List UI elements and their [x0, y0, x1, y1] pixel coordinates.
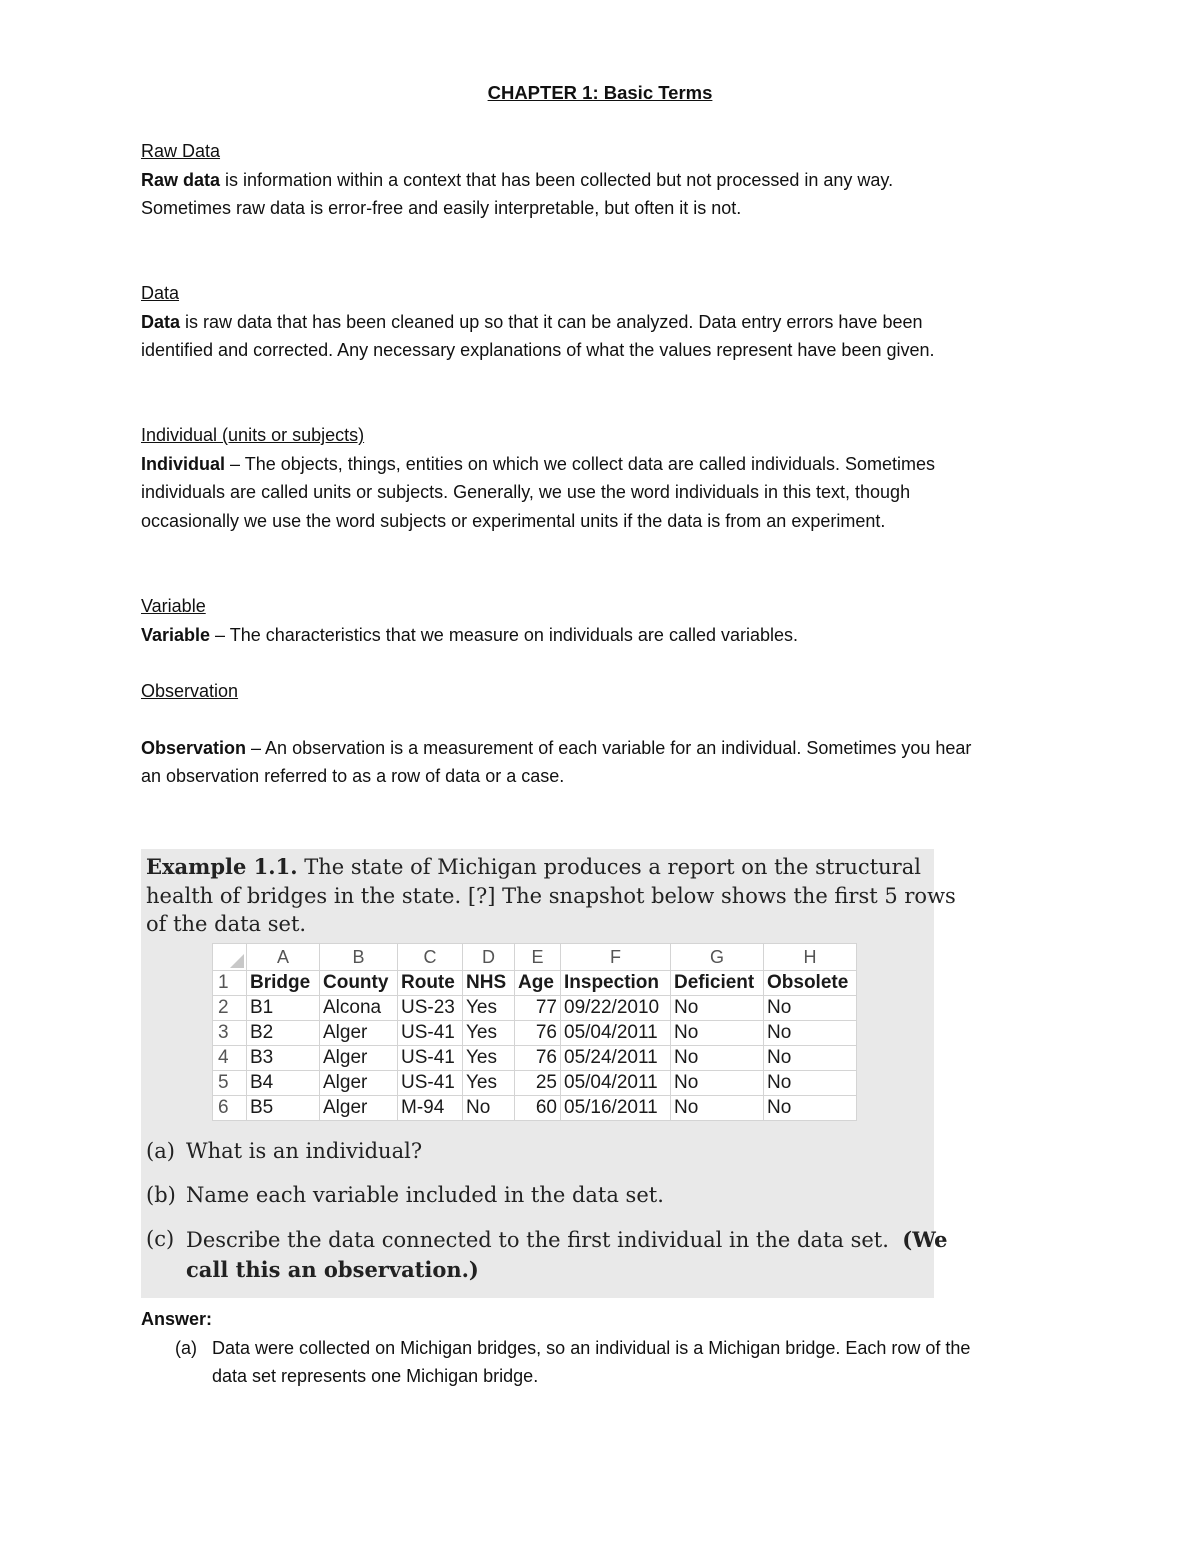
term-raw-data: Raw data [141, 169, 221, 190]
table-cell: 76 [515, 1021, 561, 1046]
answer-section [141, 1305, 1061, 1391]
row-number: 3 [213, 1021, 247, 1046]
table-cell: 05/04/2011 [561, 1071, 671, 1096]
section-variable [141, 592, 1061, 649]
answer-item-a [141, 1334, 1061, 1391]
individual-line-3: occasionally we use the word subjects or experimental units if the data is from an experiment. [141, 510, 886, 531]
question-c [146, 1225, 948, 1284]
question-c-line-2: call this an observation.) [186, 1257, 479, 1282]
table-cell: No [671, 1096, 764, 1121]
observation-line-2: an observation referred to as a row of data or a case. [141, 766, 565, 786]
table-cell: No [671, 1021, 764, 1046]
table-row [213, 1096, 857, 1121]
table-cell: No [764, 1071, 857, 1096]
table-cell: B1 [247, 996, 320, 1021]
example-line-1-text: The state of Michigan produces a report on the structural [297, 855, 921, 879]
raw-data-line-1 [141, 166, 1061, 195]
section-individual [141, 421, 1061, 535]
table-cell: 60 [515, 1096, 561, 1121]
select-all-corner [213, 944, 247, 971]
table-cell: No [764, 996, 857, 1021]
table-cell: US-41 [398, 1071, 463, 1096]
data-def-text: is raw data that has been cleaned up so that it can be analyzed. Data entry errors have been [180, 311, 923, 332]
data-line-2: identified and corrected. Any necessary explanations of what the values represent have been given. [141, 340, 935, 360]
table-cell: No [671, 1071, 764, 1096]
table-cell: Alcona [320, 996, 398, 1021]
question-text: What is an individual? [186, 1139, 423, 1163]
question-a [146, 1137, 926, 1166]
heading-individual: Individual (units or subjects) [141, 425, 365, 445]
heading-data: Data [141, 283, 180, 303]
heading-observation: Observation [141, 681, 239, 701]
table-cell: M-94 [398, 1096, 463, 1121]
table-cell: B4 [247, 1071, 320, 1096]
header-cell: County [320, 971, 398, 996]
observation-line-1 [141, 734, 1061, 763]
header-cell: Bridge [247, 971, 320, 996]
example-label: Example 1.1. [146, 854, 298, 879]
table-cell: Alger [320, 1021, 398, 1046]
chapter-title: CHAPTER 1: Basic Terms [487, 82, 713, 103]
table-cell: US-23 [398, 996, 463, 1021]
row-number: 4 [213, 1046, 247, 1071]
example-questions [146, 1137, 948, 1299]
table-cell: No [764, 1021, 857, 1046]
header-cell: Obsolete [764, 971, 857, 996]
question-marker: (c) [146, 1227, 175, 1251]
table-cell: 77 [515, 996, 561, 1021]
column-letter-row [213, 944, 857, 971]
observation-def-text: – An observation is a measurement of each variable for an individual. Sometimes you hear [246, 737, 972, 758]
question-c-line-1 [186, 1225, 948, 1255]
header-cell: NHS [463, 971, 515, 996]
answer-a-line-1: Data were collected on Michigan bridges, so an individual is a Michigan bridge. Each row of the [212, 1337, 971, 1358]
header-cell: Age [515, 971, 561, 996]
term-individual: Individual [141, 453, 226, 474]
table-row [213, 1046, 857, 1071]
example-line-1 [146, 853, 926, 882]
table-cell: No [463, 1096, 515, 1121]
table-cell: 76 [515, 1046, 561, 1071]
table-cell: Alger [320, 1096, 398, 1121]
table-cell: US-41 [398, 1046, 463, 1071]
column-letter: C [398, 944, 463, 971]
term-variable: Variable [141, 624, 211, 645]
table-cell: 09/22/2010 [561, 996, 671, 1021]
table-cell: US-41 [398, 1021, 463, 1046]
row-number: 1 [213, 971, 247, 996]
question-marker: (a) [146, 1139, 175, 1163]
term-data: Data [141, 311, 181, 332]
table-row [213, 1021, 857, 1046]
example-line-3: of the data set. [146, 912, 307, 936]
table-cell: No [764, 1046, 857, 1071]
column-letter: D [463, 944, 515, 971]
table-cell: No [671, 996, 764, 1021]
answer-a-line-2: data set represents one Michigan bridge. [212, 1366, 539, 1386]
header-cell: Deficient [671, 971, 764, 996]
row-number: 2 [213, 996, 247, 1021]
variable-line-1 [141, 621, 1061, 650]
bridge-data-table [212, 943, 857, 1121]
column-letter: B [320, 944, 398, 971]
answer-marker: (a) [175, 1337, 197, 1358]
table-cell: B5 [247, 1096, 320, 1121]
raw-data-def-text: is information within a context that has been collected but not processed in any way. [220, 169, 894, 190]
header-cell: Route [398, 971, 463, 996]
table-cell: 05/24/2011 [561, 1046, 671, 1071]
term-observation: Observation [141, 737, 247, 758]
table-cell: No [764, 1096, 857, 1121]
column-letter: G [671, 944, 764, 971]
table-cell: 05/04/2011 [561, 1021, 671, 1046]
table-cell: B3 [247, 1046, 320, 1071]
table-cell: Alger [320, 1046, 398, 1071]
column-letter: E [515, 944, 561, 971]
column-letter: H [764, 944, 857, 971]
example-line-2: health of bridges in the state. [?] The snapshot below shows the first 5 rows [146, 883, 956, 908]
table-cell: 25 [515, 1071, 561, 1096]
column-letter: F [561, 944, 671, 971]
example-box [141, 849, 956, 1298]
table-cell: Yes [463, 1021, 515, 1046]
table-cell: Alger [320, 1071, 398, 1096]
table-cell: B2 [247, 1021, 320, 1046]
table-row [213, 1071, 857, 1096]
question-text: Describe the data connected to the first individual in the data set. [186, 1228, 889, 1252]
variable-def-text: – The characteristics that we measure on individuals are called variables. [210, 624, 799, 645]
individual-line-2: individuals are called units or subjects. Generally, we use the word individuals in this text, though [141, 482, 911, 502]
select-all-triangle-icon [230, 954, 244, 968]
question-text: Name each variable included in the data set. [186, 1183, 664, 1207]
table-row [213, 996, 857, 1021]
table-cell: 05/16/2011 [561, 1096, 671, 1121]
spreadsheet-snapshot [212, 943, 856, 1121]
table-cell: Yes [463, 1071, 515, 1096]
table-cell: Yes [463, 1046, 515, 1071]
example-intro [146, 853, 956, 939]
individual-line-1 [141, 450, 1061, 479]
individual-def-text: – The objects, things, entities on which we collect data are called individuals. Sometimes [225, 453, 936, 474]
table-cell: No [671, 1046, 764, 1071]
section-raw-data [141, 137, 1061, 223]
heading-raw-data: Raw Data [141, 141, 221, 161]
header-cell: Inspection [561, 971, 671, 996]
table-header-row [213, 971, 857, 996]
raw-data-line-2: Sometimes raw data is error-free and easily interpretable, but often it is not. [141, 198, 742, 218]
column-letter: A [247, 944, 320, 971]
data-line-1 [141, 308, 1061, 337]
question-emphasis: (We [902, 1227, 948, 1252]
question-b [146, 1181, 926, 1210]
section-data [141, 279, 1061, 365]
table-cell: Yes [463, 996, 515, 1021]
row-number: 6 [213, 1096, 247, 1121]
row-number: 5 [213, 1071, 247, 1096]
heading-variable: Variable [141, 596, 206, 616]
question-marker: (b) [146, 1183, 176, 1207]
answer-label: Answer: [141, 1309, 213, 1329]
section-observation [141, 677, 1061, 791]
